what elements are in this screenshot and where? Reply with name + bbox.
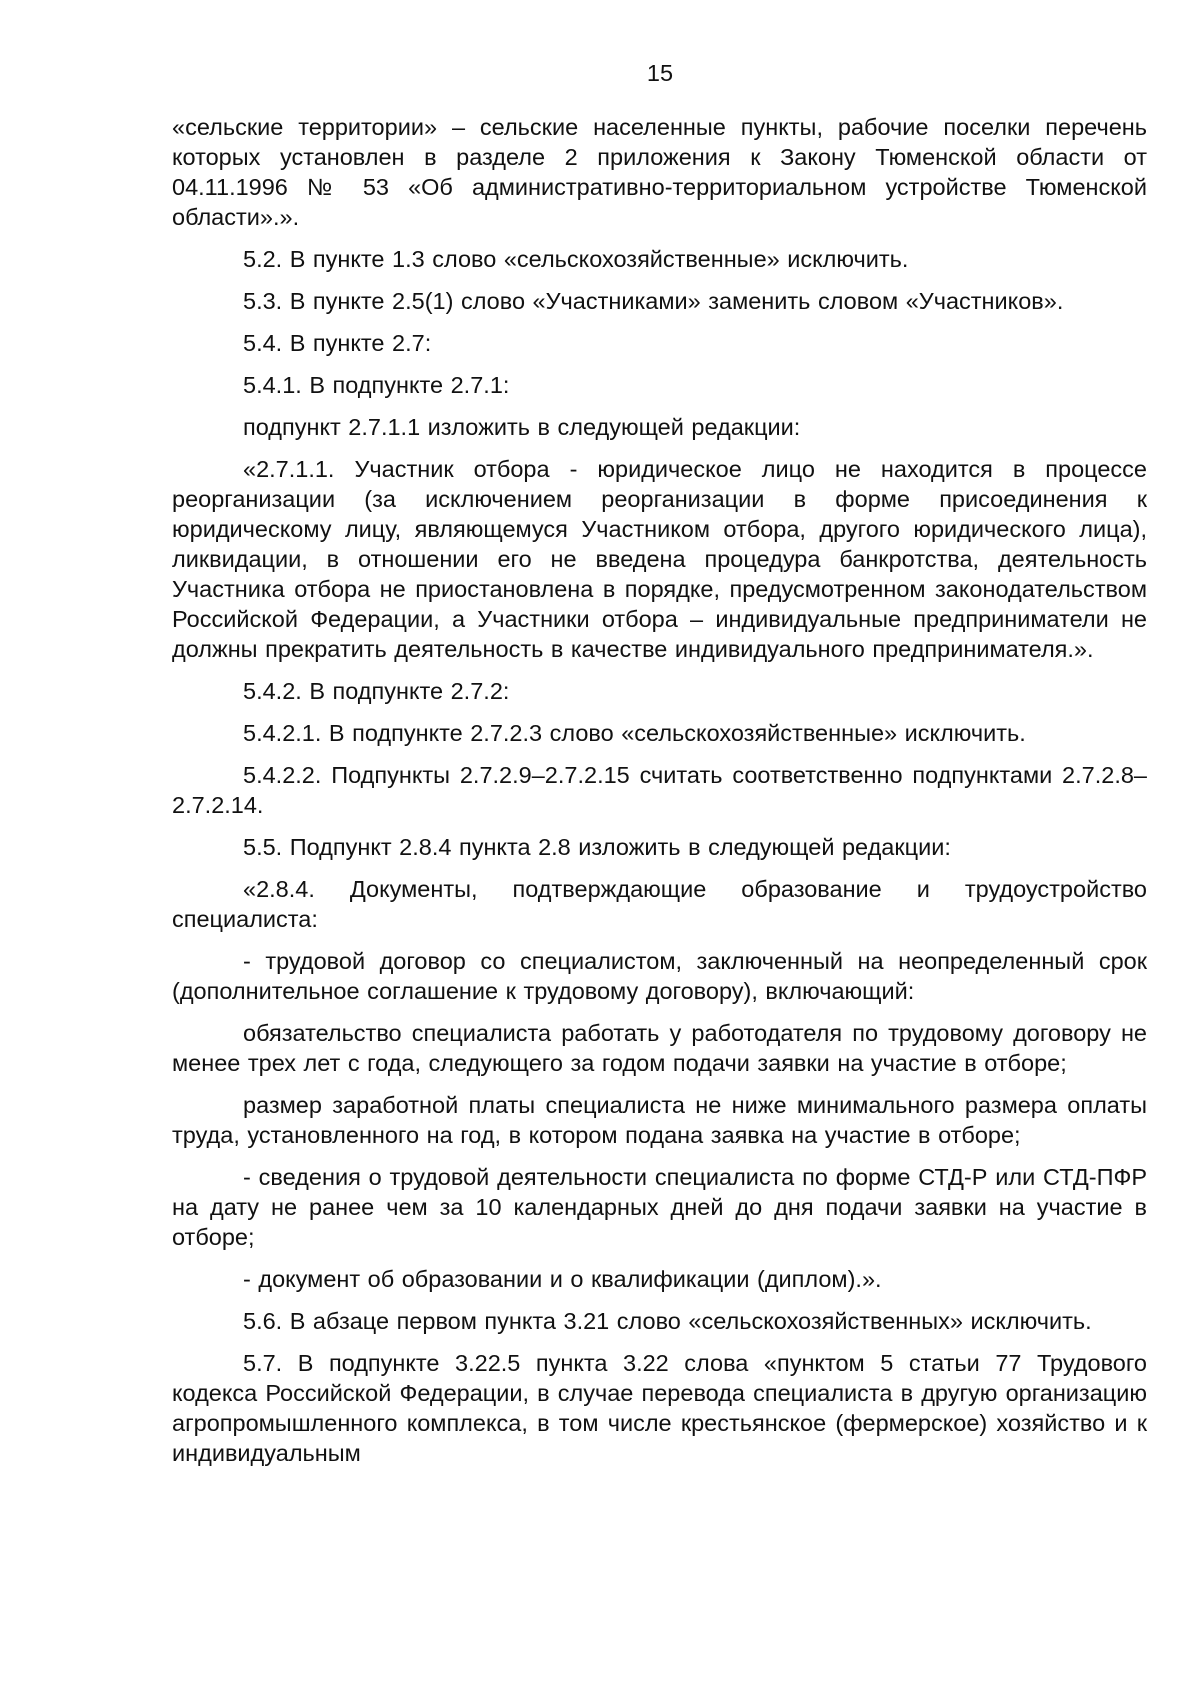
paragraph-5-2: 5.2. В пункте 1.3 слово «сельскохозяйственные» исключить. xyxy=(243,246,909,272)
page-number: 15 xyxy=(646,60,674,86)
paragraph-5-3: 5.3. В пункте 2.5(1) слово «Участниками» заменить словом «Участников». xyxy=(243,288,1064,314)
paragraph-2-7-1-1: «2.7.1.1. Участник отбора - юридическое лицо не находится в процессе реорганизации (за исключением реорганизации в форме присоединения к юридическому лицу, являющемуся Участником отбора, другого юридического лица), ликвидации, в отношении его не введена процедура банкротства, деятельность Участника отбора не приостановлена в порядке, предусмотренном законодательством Российской Федерации, а Участники отбора – индивидуальные предприниматели не должны прекратить деятельность в качестве индивидуального предпринимателя.». xyxy=(172,456,1147,662)
paragraph-obligation: обязательство специалиста работать у работодателя по трудовому договору не менее трех лет с года, следующего за годом подачи заявки на участие в отборе; xyxy=(172,1020,1147,1076)
paragraph-diploma: - документ об образовании и о квалификации (диплом).». xyxy=(243,1266,882,1292)
paragraph-work-info: - сведения о трудовой деятельности специалиста по форме СТД-Р или СТД-ПФР на дату не ранее чем за 10 календарных дней до дня подачи заявки на участие в отборе; xyxy=(172,1164,1147,1250)
paragraph-5-4-2: 5.4.2. В подпункте 2.7.2: xyxy=(243,678,510,704)
document-body xyxy=(172,112,1147,1480)
paragraph-definition-rural-territories: «сельские территории» – сельские населенные пункты, рабочие поселки перечень которых установлен в разделе 2 приложения к Закону Тюменской области от 04.11.1996 № 53 «Об административно-территориальном устройстве Тюменской области».». xyxy=(172,114,1147,230)
paragraph-employment-contract: - трудовой договор со специалистом, заключенный на неопределенный срок (дополнительное соглашение к трудовому договору), включающий: xyxy=(172,948,1147,1004)
paragraph-5-4-1: 5.4.1. В подпункте 2.7.1: xyxy=(243,372,510,398)
paragraph-5-4-2-1: 5.4.2.1. В подпункте 2.7.2.3 слово «сельскохозяйственные» исключить. xyxy=(243,720,1026,746)
paragraph-5-4-2-2: 5.4.2.2. Подпункты 2.7.2.9–2.7.2.15 считать соответственно подпунктами 2.7.2.8–2.7.2.14. xyxy=(172,762,1147,818)
paragraph-subpoint-2-7-1-1-intro: подпункт 2.7.1.1 изложить в следующей редакции: xyxy=(243,414,801,440)
paragraph-salary: размер заработной платы специалиста не ниже минимального размера оплаты труда, установленного на год, в котором подана заявка на участие в отборе; xyxy=(172,1092,1147,1148)
paragraph-5-5: 5.5. Подпункт 2.8.4 пункта 2.8 изложить в следующей редакции: xyxy=(243,834,951,860)
paragraph-2-8-4: «2.8.4. Документы, подтверждающие образование и трудоустройство специалиста: xyxy=(172,876,1147,932)
paragraph-5-7: 5.7. В подпункте 3.22.5 пункта 3.22 слова «пунктом 5 статьи 77 Трудового кодекса Российской Федерации, в случае перевода специалиста в другую организацию агропромышленного комплекса, в том числе крестьянское (фермерское) хозяйство и к индивидуальным xyxy=(172,1350,1147,1466)
paragraph-5-4: 5.4. В пункте 2.7: xyxy=(243,330,432,356)
paragraph-5-6: 5.6. В абзаце первом пункта 3.21 слово «сельскохозяйственных» исключить. xyxy=(243,1308,1092,1334)
